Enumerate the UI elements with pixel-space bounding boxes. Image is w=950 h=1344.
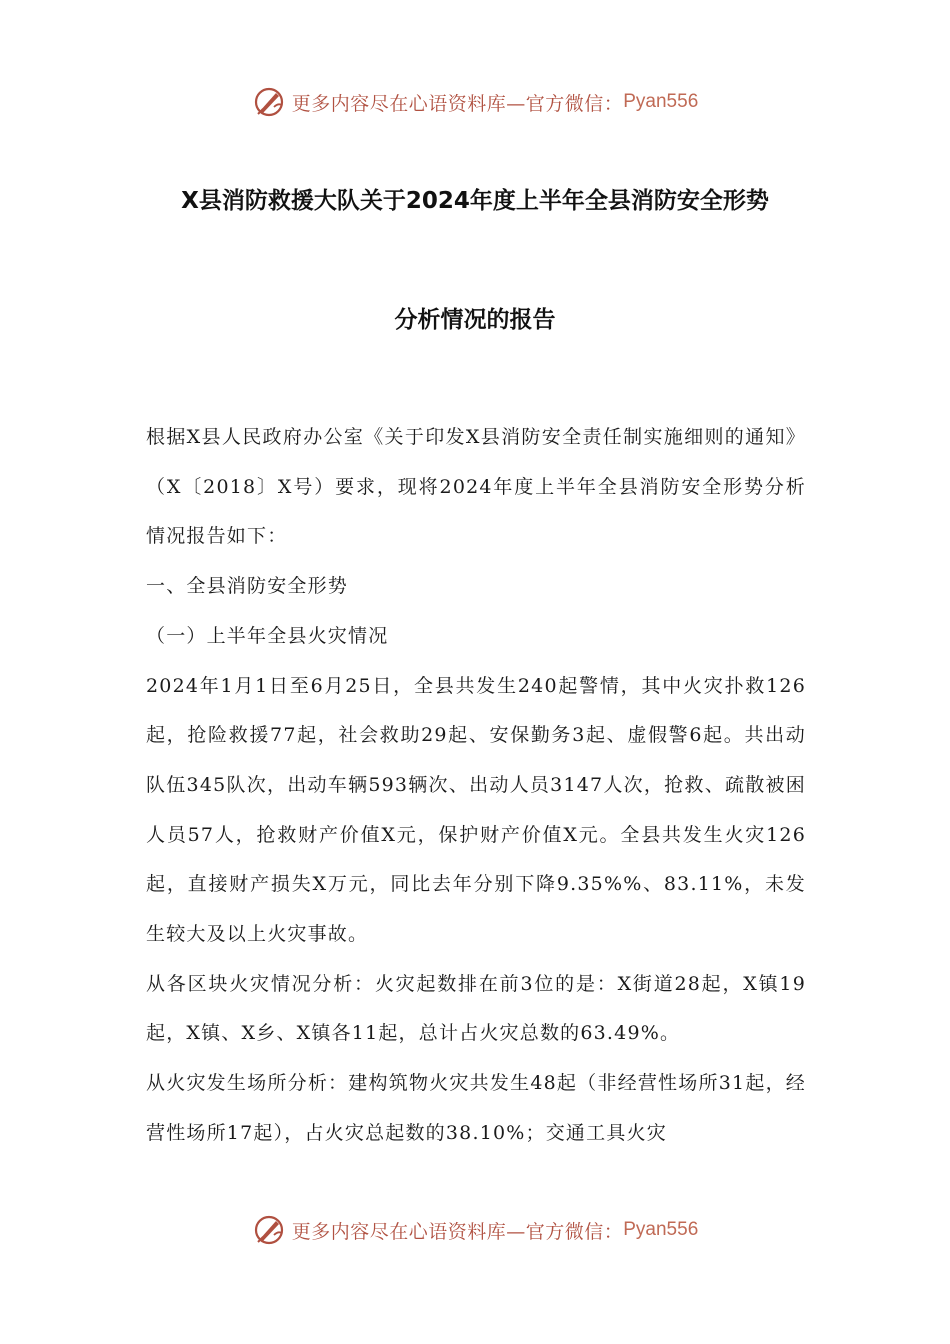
watermark-handle: Pyan556	[623, 1219, 699, 1240]
section-heading: 一、全县消防安全形势	[146, 575, 349, 598]
paragraph-location-analysis: 从火灾发生场所分析：建构筑物火灾共发生48起（非经营性场所31起，经营性场所17起），占火灾总起数的38.10%；交通工具火灾	[146, 1072, 806, 1144]
paragraph-fire-stats: 2024年1月1日至6月25日，全县共发生240起警情，其中火灾扑救126起，抢险救援77起，社会救助29起、安保勤务3起、虚假警6起。共出动队伍345队次，出动车辆593辆次、出动人员3147人次，抢救、疏散被困人员57人，抢救财产价值X元，保护财产价值X元。全县共发生火灾126起，直接财产损失X万元，同比去年分别下降9.35%%、83.11%，未发生较大及以上火灾事故。	[146, 674, 806, 946]
quill-logo-icon	[252, 1213, 286, 1247]
watermark-handle: Pyan556	[623, 91, 699, 112]
document-body	[146, 413, 806, 1159]
quill-logo-icon	[252, 85, 286, 119]
paragraph-district-analysis: 从各区块火灾情况分析：火灾起数排在前3位的是：X街道28起，X镇19起，X镇、X乡、X镇各11起，总计占火灾总数的63.49%。	[146, 972, 806, 1045]
document-title-line2: 分析情况的报告	[394, 307, 556, 333]
subsection-heading: （一）上半年全县火灾情况	[146, 624, 389, 647]
watermark-text: 更多内容尽在心语资料库—官方微信：	[291, 92, 624, 115]
watermark-banner-bottom	[0, 1210, 950, 1250]
document-title-line1: X县消防救援大队关于2024年度上半年全县消防安全形势	[181, 188, 769, 214]
watermark-text: 更多内容尽在心语资料库—官方微信：	[291, 1220, 624, 1243]
watermark-banner-top	[0, 82, 950, 122]
paragraph-intro: 根据X县人民政府办公室《关于印发X县消防安全责任制实施细则的通知》（X〔2018〕X号）要求，现将2024年度上半年全县消防安全形势分析情况报告如下：	[146, 426, 806, 548]
